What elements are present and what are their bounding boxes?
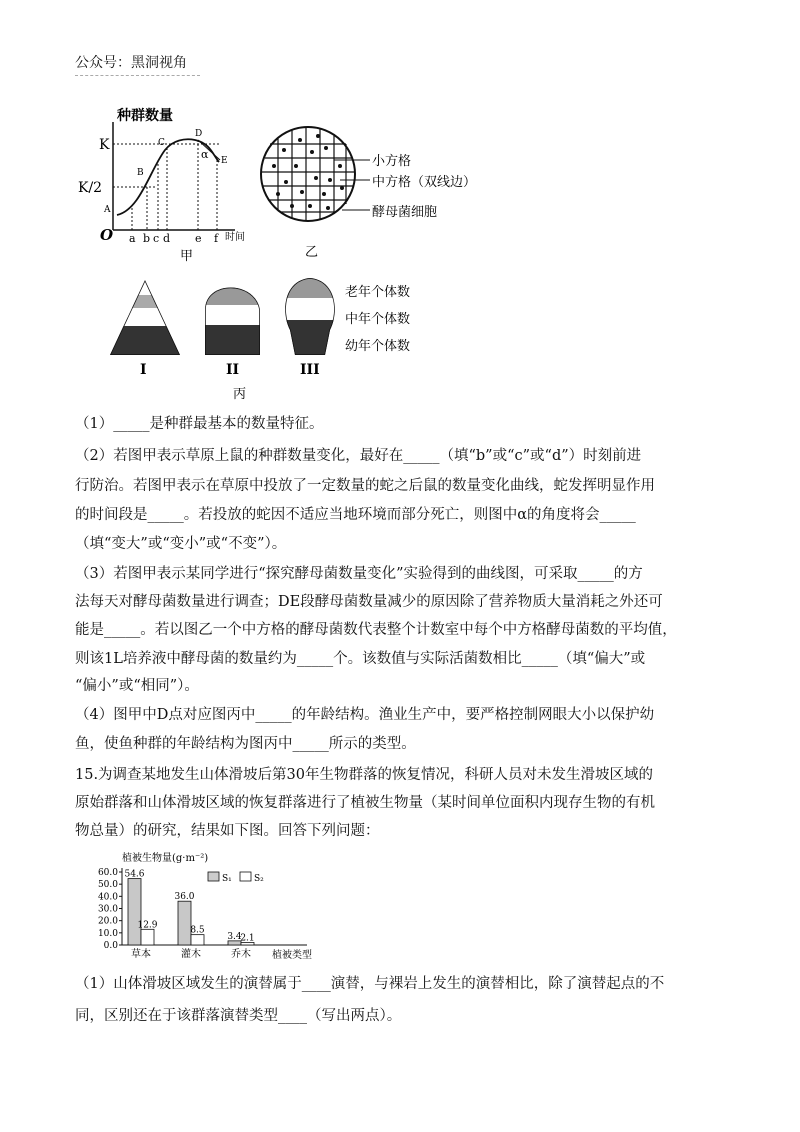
bing-label-old: 老年个体数 — [345, 285, 411, 300]
chart-bar-s2 — [191, 935, 204, 945]
jia-point-e: E — [221, 156, 228, 166]
q15-stem-line: 物总量）的研究，结果如下图。回答下列问题： — [75, 823, 380, 839]
legend-swatch-s1 — [208, 872, 219, 881]
biomass-bar-chart — [82, 850, 322, 968]
q14-line: （4）图甲中D点对应图丙中_____的年龄结构。渔业生产中，要严格控制网眼大小以保护幼 — [75, 707, 655, 723]
chart-y-tick-label: 30.0 — [97, 904, 118, 915]
figure-yi-hemocytometer — [260, 122, 510, 262]
figure-bing-age-structures — [100, 270, 430, 405]
q14-line: 行防治。若图甲表示在草原中投放了一定数量的蛇之后鼠的数量变化曲线，蛇发挥明显作用 — [75, 478, 655, 494]
jia-point-a: A — [104, 205, 111, 215]
q15-stem-line: 原始群落和山体滑坡区域的恢复群落进行了植被生物量（某时间单位面积内现存生物的有机 — [75, 795, 655, 811]
chart-xlabel: 植被类型 — [272, 950, 312, 961]
bing-caption: 丙 — [233, 387, 247, 402]
jia-ytick-k: K — [99, 137, 110, 153]
chart-y-tick-label: 20.0 — [97, 916, 118, 927]
legend-label-s1: S₁ — [222, 874, 232, 884]
chart-bar-s1 — [128, 879, 141, 945]
jia-ylabel: 种群数量 — [117, 108, 173, 124]
q14-line: （2）若图甲表示草原上鼠的种群数量变化，最好在_____（填“b”或“c”或“d”）时刻前进 — [75, 448, 642, 464]
chart-bar-s2 — [141, 929, 154, 945]
q14-line: 法每天对酵母菌数量进行调查；DE段酵母菌数量减少的原因除了营养物质大量消耗之外还可 — [75, 594, 663, 610]
yi-label-yeast-cell: 酵母菌细胞 — [372, 205, 438, 220]
yi-label-medium-grid: 中方格（双线边） — [372, 175, 477, 190]
q14-line: 则该1L培养液中酵母菌的数量约为_____个。该数值与实际活菌数相比_____（填“偏大”或 — [75, 651, 646, 667]
chart-bar-value-label: 2.1 — [240, 933, 255, 944]
jia-xtick-b: b — [143, 232, 151, 245]
q14-line: （1）_____是种群最基本的数量特征。 — [75, 416, 324, 432]
legend-label-s2: S₂ — [254, 874, 264, 884]
jia-caption: 甲 — [180, 249, 194, 264]
q15-stem-line: 15.为调查某地发生山体滑坡后第30年生物群落的恢复情况，科研人员对未发生滑坡区域的 — [75, 767, 654, 783]
jia-point-b: B — [137, 168, 144, 178]
legend-swatch-s2 — [240, 872, 251, 881]
chart-bar-value-label: 36.0 — [174, 892, 195, 903]
q14-line: （填“变大”或“变小”或“不变”）。 — [75, 536, 287, 552]
figure-jia-growth-curve — [78, 100, 265, 265]
chart-y-tick-label: 60.0 — [97, 868, 118, 878]
q14-line: 鱼，使鱼种群的年龄结构为图丙中_____所示的类型。 — [75, 736, 416, 752]
q14-line: “偏小”或“相同”）。 — [75, 678, 199, 694]
chart-y-tick-label: 50.0 — [97, 880, 118, 891]
header-watermark: 公众号：黑洞视角 — [75, 52, 200, 76]
q15-sub-line: （1）山体滑坡区域发生的演替属于____演替，与裸岩上发生的演替相比，除了演替起点的不 — [75, 976, 665, 992]
pyramid-iii — [275, 270, 345, 356]
bing-type-ii: II — [226, 362, 240, 378]
chart-y-tick-label: 40.0 — [97, 892, 118, 903]
jia-xtick-c: c — [153, 232, 160, 245]
yi-circle — [261, 127, 355, 221]
q14-line: 的时间段是_____。若投放的蛇因不适应当地环境而部分死亡，则图中α的角度将会_____ — [75, 507, 636, 523]
jia-point-c: C — [158, 138, 165, 148]
chart-bar-s1 — [178, 901, 191, 945]
q14-line: （3）若图甲表示某同学进行“探究酵母菌数量变化”实验得到的曲线图，可采取_____的方 — [75, 566, 643, 582]
yi-label-small-grid: 小方格 — [372, 154, 412, 169]
chart-bar-value-label: 3.4 — [227, 931, 242, 942]
bing-label-young: 幼年个体数 — [345, 339, 411, 354]
chart-y-tick-label: 0.0 — [103, 941, 118, 951]
bing-label-middle: 中年个体数 — [345, 312, 411, 327]
jia-angle: α — [201, 148, 209, 161]
chart-bar-value-label: 54.6 — [124, 869, 145, 880]
pyramid-i — [100, 270, 190, 356]
jia-ytick-k2: K/2 — [78, 180, 103, 196]
bing-type-iii: III — [300, 362, 320, 378]
q15-sub-line: 同，区别还在于该群落演替类型____（写出两点）。 — [75, 1008, 402, 1024]
jia-point-d: D — [195, 129, 203, 139]
q14-line: 能是_____。若以图乙一个中方格的酵母菌数代表整个计数室中每个中方格酵母菌数的平均值， — [75, 622, 677, 638]
jia-origin: O — [100, 226, 114, 244]
chart-bar-value-label: 8.5 — [190, 925, 205, 936]
jia-xlabel: 时间 — [225, 232, 245, 243]
chart-category-label: 草本 — [131, 949, 151, 960]
pyramid-ii — [200, 270, 270, 356]
chart-legend — [208, 872, 264, 884]
bing-type-i: I — [140, 362, 147, 378]
chart-category-label: 灌木 — [181, 949, 201, 960]
chart-category-label: 乔木 — [231, 949, 251, 960]
chart-bar-value-label: 12.9 — [137, 920, 158, 931]
jia-xtick-d: d — [163, 232, 171, 245]
chart-y-tick-label: 10.0 — [97, 928, 118, 939]
jia-xtick-f: f — [214, 232, 219, 245]
yi-caption: 乙 — [305, 245, 319, 260]
jia-xtick-e: e — [195, 232, 202, 245]
chart-ylabel: 植被生物量(g·m⁻²) — [122, 853, 209, 864]
jia-xtick-a: a — [129, 232, 136, 245]
